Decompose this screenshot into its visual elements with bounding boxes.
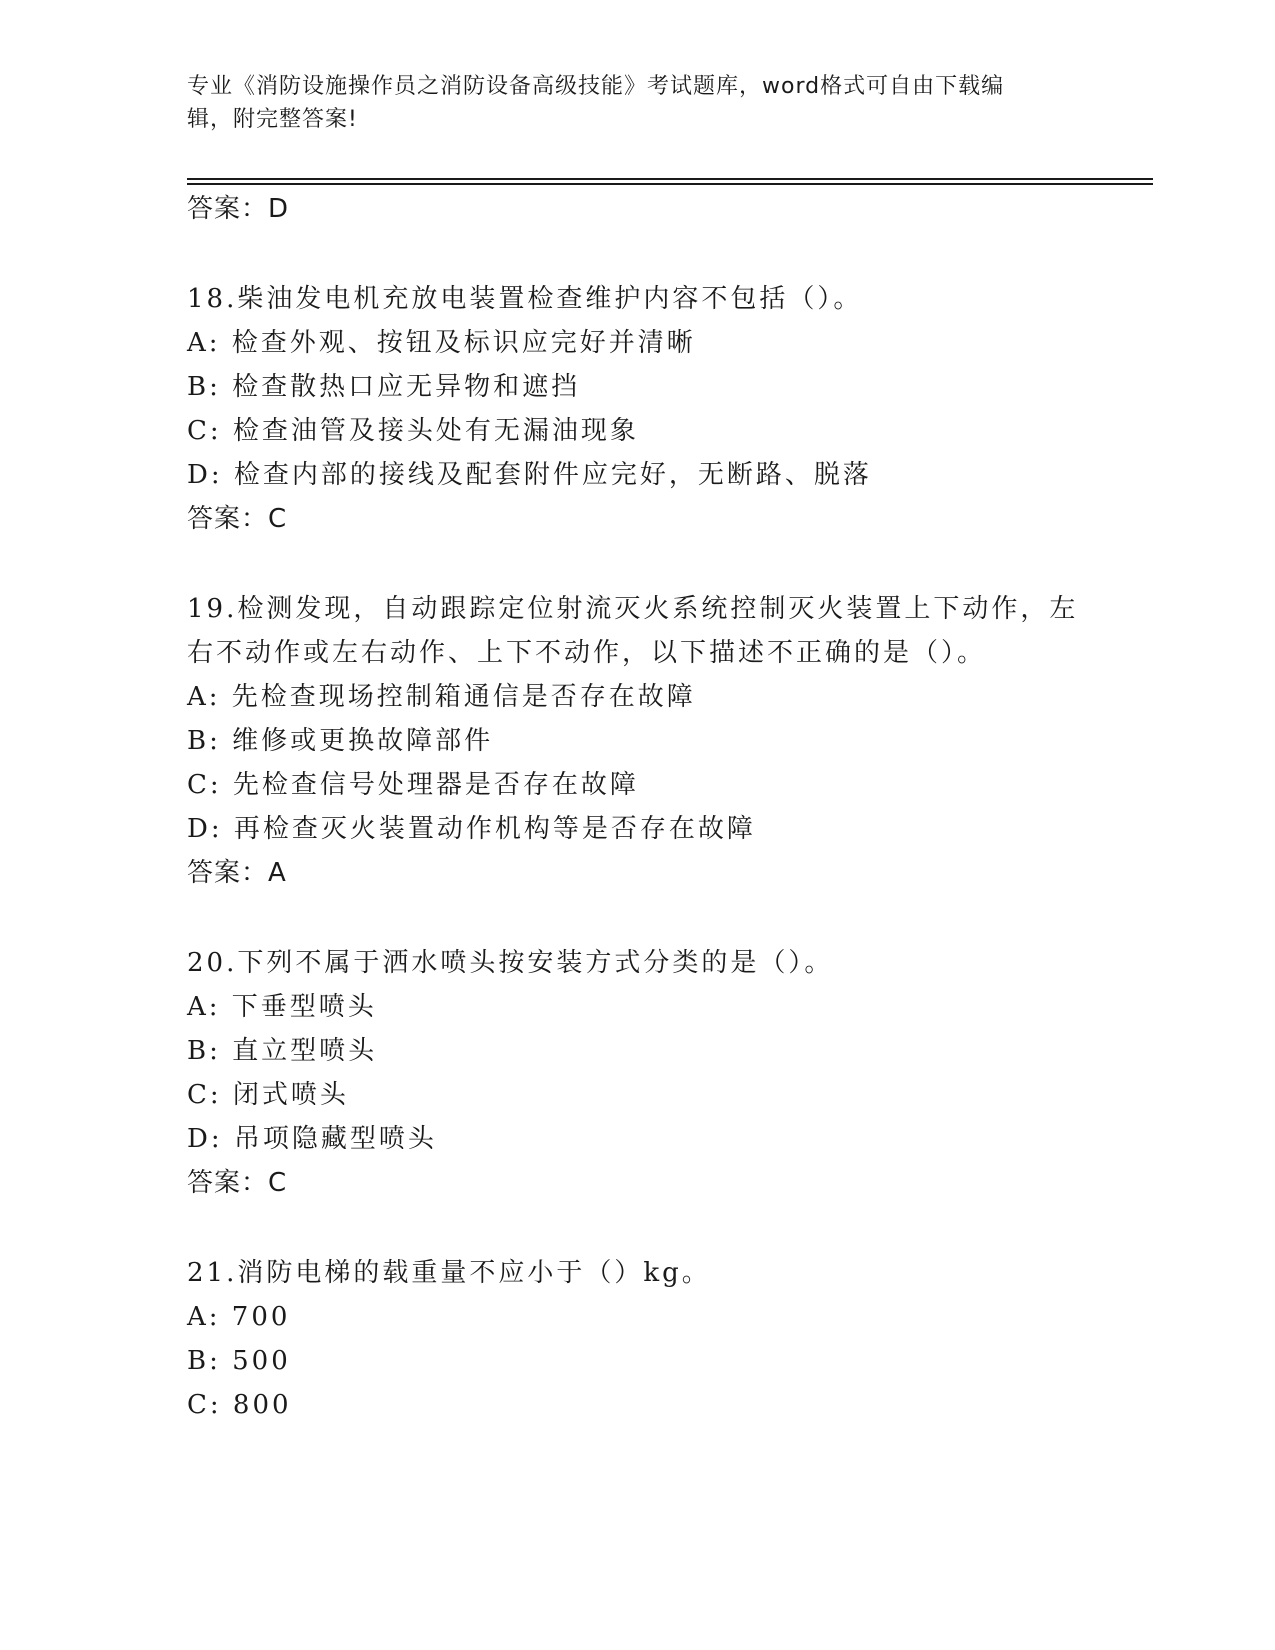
- question-19-stem-line-1: 19.检测发现，自动跟踪定位射流灭火系统控制灭火装置上下动作，左: [187, 594, 1079, 624]
- question-21-option-b: B: 500: [187, 1346, 291, 1376]
- header-divider-bottom: [187, 183, 1153, 185]
- question-20-option-a: A: 下垂型喷头: [187, 992, 377, 1022]
- question-19-option-b: B: 维修或更换故障部件: [187, 726, 494, 756]
- question-20-stem: 20.下列不属于洒水喷头按安装方式分类的是（）。: [187, 948, 834, 978]
- previous-answer: 答案：D: [187, 194, 290, 224]
- question-20-option-d: D: 吊项隐藏型喷头: [187, 1124, 437, 1154]
- question-18-option-c: C: 检查油管及接头处有无漏油现象: [187, 416, 639, 446]
- question-19-option-c: C: 先检查信号处理器是否存在故障: [187, 770, 639, 800]
- question-18-option-d: D: 检查内部的接线及配套附件应完好，无断路、脱落: [187, 460, 872, 490]
- question-18-option-a: A: 检查外观、按钮及标识应完好并清晰: [187, 328, 696, 358]
- question-18-answer: 答案：C: [187, 504, 288, 534]
- question-18-stem: 18.柴油发电机充放电装置检查维护内容不包括（）。: [187, 284, 863, 314]
- question-19-answer: 答案：A: [187, 858, 287, 888]
- question-18-option-b: B: 检查散热口应无异物和遮挡: [187, 372, 581, 402]
- question-20-option-b: B: 直立型喷头: [187, 1036, 378, 1066]
- question-19-stem-line-2: 右不动作或左右动作、上下不动作，以下描述不正确的是（）。: [187, 638, 987, 668]
- question-19-option-d: D: 再检查灭火装置动作机构等是否存在故障: [187, 814, 756, 844]
- header-line-2: 辑，附完整答案!: [187, 107, 358, 132]
- question-21-option-a: A: 700: [187, 1302, 291, 1332]
- question-20-answer: 答案：C: [187, 1168, 288, 1198]
- header-divider-top: [187, 178, 1153, 180]
- question-21-stem: 21.消防电梯的载重量不应小于（）kg。: [187, 1258, 711, 1288]
- question-19-option-a: A: 先检查现场控制箱通信是否存在故障: [187, 682, 696, 712]
- header-line-1: 专业《消防设施操作员之消防设备高级技能》考试题库，word格式可自由下载编: [187, 74, 1005, 99]
- question-20-option-c: C: 闭式喷头: [187, 1080, 349, 1110]
- question-21-option-c: C: 800: [187, 1390, 292, 1420]
- document-header: [187, 70, 1067, 136]
